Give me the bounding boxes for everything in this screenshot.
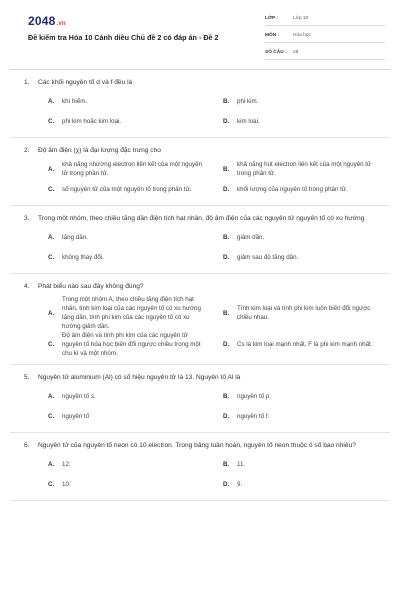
brand-suffix: .vn bbox=[56, 21, 66, 27]
question-stem: Nguyên tử aluminium (Al) có số hiệu nguyên tử là 13. Nguyên tố Al là bbox=[38, 374, 241, 381]
option-text: 10. bbox=[62, 480, 71, 488]
answer-option[interactable] bbox=[223, 227, 390, 247]
option-text: khả năng nhường electron liên kết của một nguyên tử trong phân tử. bbox=[62, 161, 202, 177]
answer-options bbox=[10, 450, 390, 494]
meta-value: Lớp 10 bbox=[293, 16, 309, 21]
answer-option[interactable] bbox=[223, 474, 390, 494]
question-number: 4. bbox=[24, 283, 30, 290]
answer-option[interactable] bbox=[48, 247, 215, 267]
meta-value: Hóa học bbox=[293, 33, 311, 38]
exam-meta bbox=[265, 12, 385, 63]
option-text: khả năng hút electron liên kết của một nguyên tử trong phân tử. bbox=[237, 161, 372, 177]
answer-option[interactable] bbox=[48, 111, 215, 131]
question-text bbox=[10, 146, 390, 155]
option-text: không thay đổi. bbox=[62, 253, 104, 261]
option-text: Độ âm điện và tính phi kim của các nguyên tử nguyên tố hóa học biến đổi ngược chiều trong một chu kì và một nhóm. bbox=[62, 332, 201, 357]
option-letter: D. bbox=[223, 341, 230, 348]
answer-option[interactable] bbox=[223, 179, 390, 199]
question-number: 6. bbox=[24, 442, 30, 449]
option-text: nguyên tố f. bbox=[237, 412, 270, 420]
option-letter: B. bbox=[223, 165, 230, 173]
answer-option[interactable] bbox=[48, 159, 215, 179]
question-text bbox=[10, 373, 390, 382]
answer-option[interactable] bbox=[223, 91, 390, 111]
option-text: nguyên tố s. bbox=[62, 392, 96, 400]
option-text: nguyên tố bbox=[62, 412, 90, 420]
option-text: nguyên tố p. bbox=[237, 392, 272, 400]
meta-subject bbox=[265, 29, 385, 43]
option-text: khối lượng của nguyên tố trong phân tử. bbox=[237, 185, 348, 193]
option-letter: A. bbox=[48, 309, 55, 317]
question-block bbox=[10, 138, 390, 206]
question-block bbox=[10, 274, 390, 365]
question-stem: Trong một nhóm, theo chiều tăng dần điện tích hạt nhân, độ âm điện của các nguyên tử nguyên tố có xu hướng bbox=[38, 215, 365, 222]
meta-value: 28 bbox=[293, 50, 299, 55]
question-block bbox=[10, 365, 390, 433]
option-letter: B. bbox=[223, 460, 230, 468]
answer-option[interactable] bbox=[48, 454, 215, 474]
option-text: 9. bbox=[237, 480, 243, 488]
answer-options bbox=[10, 291, 390, 358]
question-text bbox=[10, 78, 390, 87]
meta-class bbox=[265, 12, 385, 26]
option-letter: C. bbox=[48, 185, 55, 193]
question-stem: Các khối nguyên tố d và f đều là bbox=[38, 79, 133, 86]
option-letter: A. bbox=[48, 460, 55, 468]
option-letter: D. bbox=[223, 117, 230, 125]
meta-key: LỚP : bbox=[265, 16, 279, 21]
question-block bbox=[10, 70, 390, 138]
option-letter: B. bbox=[223, 392, 230, 400]
question-stem: Độ âm điện (χ) là đại lượng đặc trưng cho bbox=[38, 147, 161, 154]
answer-option[interactable] bbox=[223, 331, 390, 358]
question-text bbox=[10, 282, 390, 291]
question-block bbox=[10, 433, 390, 501]
question-number: 1. bbox=[24, 79, 30, 86]
option-letter: B. bbox=[223, 97, 230, 105]
option-letter: C. bbox=[48, 341, 55, 348]
brand-number: 2048 bbox=[28, 14, 56, 28]
option-letter: D. bbox=[223, 412, 230, 420]
answer-option[interactable] bbox=[48, 474, 215, 494]
answer-option[interactable] bbox=[48, 227, 215, 247]
option-text: tăng dần. bbox=[62, 233, 88, 241]
question-number: 5. bbox=[24, 374, 30, 381]
answer-option[interactable] bbox=[223, 406, 390, 426]
option-letter: A. bbox=[48, 392, 55, 400]
meta-key: SỐ CÂU : bbox=[265, 50, 287, 55]
option-text: Cs là kim loại mạnh nhất, F là phi kim mạnh nhất. bbox=[237, 341, 373, 348]
option-letter: C. bbox=[48, 480, 55, 488]
option-letter: B. bbox=[223, 309, 230, 317]
question-number: 2. bbox=[24, 147, 30, 154]
option-text: số nguyên tử của một nguyên tố trong phân tử. bbox=[62, 185, 192, 193]
option-letter: D. bbox=[223, 480, 230, 488]
question-number: 3. bbox=[24, 215, 30, 222]
option-text: phi kim. bbox=[237, 97, 259, 105]
page-header bbox=[10, 0, 390, 70]
site-logo[interactable] bbox=[28, 14, 66, 28]
option-text: kim loại. bbox=[237, 117, 260, 125]
answer-option[interactable] bbox=[48, 406, 215, 426]
answer-options bbox=[10, 223, 390, 267]
answer-option[interactable] bbox=[48, 91, 215, 111]
answer-option[interactable] bbox=[223, 111, 390, 131]
option-letter: A. bbox=[48, 233, 55, 241]
answer-options bbox=[10, 382, 390, 426]
answer-option[interactable] bbox=[223, 454, 390, 474]
option-letter: A. bbox=[48, 97, 55, 105]
option-text: giảm dần. bbox=[237, 233, 265, 241]
question-stem: Nguyên tử của nguyên tố neon có 10 electron. Trong bảng tuần hoàn, nguyên tố neon thuộc ô số bao nhiêu? bbox=[38, 442, 356, 449]
question-list bbox=[10, 70, 390, 501]
question-text bbox=[10, 214, 390, 223]
option-letter: A. bbox=[48, 165, 55, 173]
meta-key: MÔN : bbox=[265, 33, 280, 38]
answer-options bbox=[10, 87, 390, 131]
answer-option[interactable] bbox=[48, 179, 215, 199]
option-letter: C. bbox=[48, 253, 55, 261]
answer-option[interactable] bbox=[48, 386, 215, 406]
answer-option[interactable] bbox=[48, 331, 215, 358]
question-block bbox=[10, 206, 390, 274]
option-text: phi kim hoặc kim loại. bbox=[62, 117, 122, 125]
answer-options bbox=[10, 155, 390, 199]
answer-option[interactable] bbox=[223, 386, 390, 406]
option-letter: D. bbox=[223, 185, 230, 193]
option-text: giảm sau đó tăng dần. bbox=[237, 253, 299, 261]
option-letter: D. bbox=[223, 253, 230, 261]
answer-option[interactable] bbox=[223, 159, 390, 179]
meta-question-count bbox=[265, 46, 385, 60]
answer-option[interactable] bbox=[223, 295, 390, 331]
option-letter: B. bbox=[223, 233, 230, 241]
exam-title: Đề kiểm tra Hóa 10 Cánh diều Chủ đề 2 có đáp án - Đề 2 bbox=[28, 33, 219, 42]
option-text: Tính kim loại và tính phi kim luôn biến đổi ngược chiều nhau. bbox=[237, 305, 371, 321]
option-text: khí hiếm. bbox=[62, 97, 88, 105]
option-text: Trong một nhóm A, theo chiều tăng điện tích hạt nhân, tính kim loại của các nguyên tố có xu hướng tăng dần, tính phi kim của các nguyên tố có xu hướng giảm dần. bbox=[62, 296, 201, 330]
question-text bbox=[10, 441, 390, 450]
answer-option[interactable] bbox=[48, 295, 215, 331]
answer-option[interactable] bbox=[223, 247, 390, 267]
option-letter: C. bbox=[48, 412, 55, 420]
option-text: 12. bbox=[62, 460, 71, 468]
question-stem: Phát biểu nào sau đây không đúng? bbox=[38, 283, 144, 290]
option-text: 11. bbox=[237, 460, 246, 468]
option-letter: C. bbox=[48, 117, 55, 125]
